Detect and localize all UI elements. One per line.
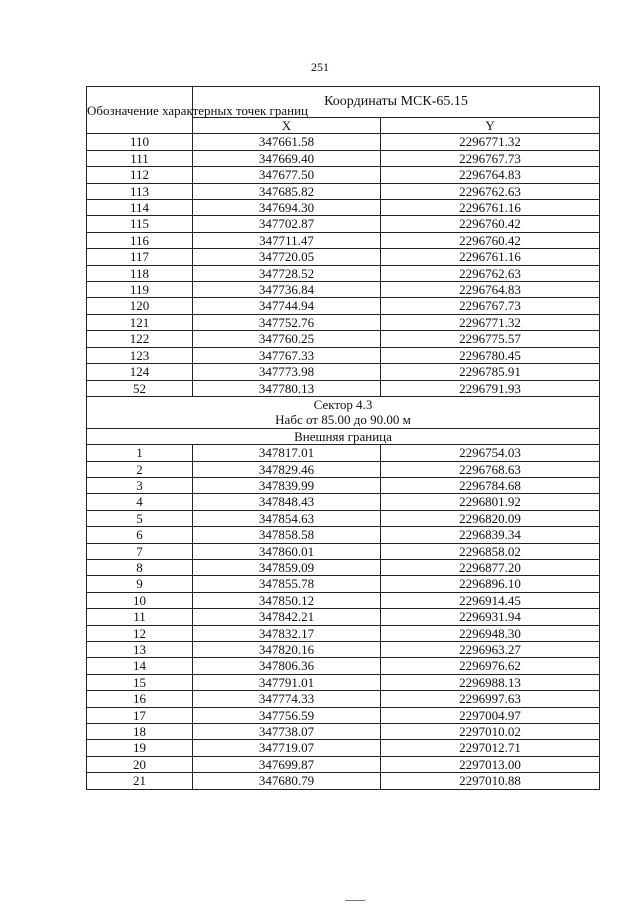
- point-number-cell: 20: [87, 756, 193, 772]
- point-number-cell: 119: [87, 282, 193, 298]
- x-coordinate-cell: 347680.79: [193, 773, 381, 789]
- table-row: [87, 134, 600, 150]
- y-coordinate-cell: 2296762.63: [381, 265, 600, 281]
- table-row: [87, 167, 600, 183]
- point-number-cell: 120: [87, 298, 193, 314]
- x-coordinate-cell: 347694.30: [193, 200, 381, 216]
- table-row: [87, 510, 600, 526]
- x-coordinate-cell: 347806.36: [193, 658, 381, 674]
- table-row: [87, 380, 600, 396]
- table-row: [87, 658, 600, 674]
- x-coordinate-cell: 347859.09: [193, 559, 381, 575]
- y-column-header: Y: [381, 118, 600, 134]
- y-coordinate-cell: 2296791.93: [381, 380, 600, 396]
- x-coordinate-cell: 347848.43: [193, 494, 381, 510]
- x-coordinate-cell: 347774.33: [193, 691, 381, 707]
- point-number-cell: 112: [87, 167, 193, 183]
- x-coordinate-cell: 347728.52: [193, 265, 381, 281]
- point-number-cell: 117: [87, 249, 193, 265]
- point-number-cell: 113: [87, 183, 193, 199]
- table-row: [87, 445, 600, 461]
- x-coordinate-cell: 347858.58: [193, 527, 381, 543]
- table-row: [87, 347, 600, 363]
- y-coordinate-cell: 2296768.63: [381, 461, 600, 477]
- y-coordinate-cell: 2296764.83: [381, 282, 600, 298]
- table-row: [87, 200, 600, 216]
- y-coordinate-cell: 2296858.02: [381, 543, 600, 559]
- point-number-cell: 9: [87, 576, 193, 592]
- sector-row: [87, 396, 600, 428]
- x-coordinate-cell: 347744.94: [193, 298, 381, 314]
- table-row: [87, 216, 600, 232]
- x-coordinate-cell: 347677.50: [193, 167, 381, 183]
- table-row: [87, 527, 600, 543]
- sector-cell: [87, 396, 600, 428]
- y-coordinate-cell: 2296761.16: [381, 249, 600, 265]
- x-coordinate-cell: 347829.46: [193, 461, 381, 477]
- table-row: [87, 756, 600, 772]
- point-number-cell: 121: [87, 314, 193, 330]
- table-row: [87, 724, 600, 740]
- table-row: [87, 298, 600, 314]
- y-coordinate-cell: 2296997.63: [381, 691, 600, 707]
- table-row: [87, 183, 600, 199]
- y-coordinate-cell: 2296976.62: [381, 658, 600, 674]
- point-number-cell: 7: [87, 543, 193, 559]
- coords-title-header: Координаты МСК-65.15: [193, 87, 600, 118]
- point-number-cell: 116: [87, 232, 193, 248]
- table-header: [87, 87, 600, 134]
- point-number-cell: 2: [87, 461, 193, 477]
- table-row: [87, 314, 600, 330]
- table-row: [87, 592, 600, 608]
- y-coordinate-cell: 2296896.10: [381, 576, 600, 592]
- point-number-cell: 21: [87, 773, 193, 789]
- x-coordinate-cell: 347854.63: [193, 510, 381, 526]
- y-coordinate-cell: 2296820.09: [381, 510, 600, 526]
- table-row: [87, 461, 600, 477]
- point-number-cell: 123: [87, 347, 193, 363]
- y-coordinate-cell: 2297012.71: [381, 740, 600, 756]
- table-row: [87, 364, 600, 380]
- table-row: [87, 740, 600, 756]
- table-row: [87, 477, 600, 493]
- x-column-header: X: [193, 118, 381, 134]
- point-number-cell: 6: [87, 527, 193, 543]
- point-number-cell: 14: [87, 658, 193, 674]
- table-body-top: [87, 134, 600, 397]
- point-number-cell: 118: [87, 265, 193, 281]
- y-coordinate-cell: 2296767.73: [381, 150, 600, 166]
- boundary-label: Внешняя граница: [87, 428, 600, 444]
- point-number-cell: 18: [87, 724, 193, 740]
- y-coordinate-cell: 2296767.73: [381, 298, 600, 314]
- x-coordinate-cell: 347738.07: [193, 724, 381, 740]
- y-coordinate-cell: 2296914.45: [381, 592, 600, 608]
- x-coordinate-cell: 347669.40: [193, 150, 381, 166]
- point-number-cell: 12: [87, 625, 193, 641]
- x-coordinate-cell: 347860.01: [193, 543, 381, 559]
- scan-artifact-mark: [345, 900, 365, 901]
- point-number-cell: 122: [87, 331, 193, 347]
- y-coordinate-cell: 2296771.32: [381, 314, 600, 330]
- table-row: [87, 691, 600, 707]
- y-coordinate-cell: 2296988.13: [381, 674, 600, 690]
- table-row: [87, 559, 600, 575]
- x-coordinate-cell: 347699.87: [193, 756, 381, 772]
- y-coordinate-cell: 2296877.20: [381, 559, 600, 575]
- y-coordinate-cell: 2296785.91: [381, 364, 600, 380]
- x-coordinate-cell: 347780.13: [193, 380, 381, 396]
- table-row: [87, 265, 600, 281]
- x-coordinate-cell: 347752.76: [193, 314, 381, 330]
- y-coordinate-cell: 2296780.45: [381, 347, 600, 363]
- point-label-header: Обозначение характерных точек границ: [87, 87, 193, 134]
- x-coordinate-cell: 347702.87: [193, 216, 381, 232]
- y-coordinate-cell: 2296760.42: [381, 232, 600, 248]
- x-coordinate-cell: 347855.78: [193, 576, 381, 592]
- table-row: [87, 576, 600, 592]
- y-coordinate-cell: 2296948.30: [381, 625, 600, 641]
- table-row: [87, 543, 600, 559]
- y-coordinate-cell: 2296760.42: [381, 216, 600, 232]
- y-coordinate-cell: 2296754.03: [381, 445, 600, 461]
- sector-height-range: Набс от 85.00 до 90.00 м: [275, 412, 411, 428]
- x-coordinate-cell: 347756.59: [193, 707, 381, 723]
- y-coordinate-cell: 2297010.02: [381, 724, 600, 740]
- page-number: 251: [311, 60, 329, 74]
- point-number-cell: 110: [87, 134, 193, 150]
- point-number-cell: 114: [87, 200, 193, 216]
- y-coordinate-cell: 2297010.88: [381, 773, 600, 789]
- point-number-cell: 4: [87, 494, 193, 510]
- x-coordinate-cell: 347817.01: [193, 445, 381, 461]
- table-row: [87, 707, 600, 723]
- table-row: [87, 494, 600, 510]
- y-coordinate-cell: 2296771.32: [381, 134, 600, 150]
- table-row: [87, 331, 600, 347]
- x-coordinate-cell: 347842.21: [193, 609, 381, 625]
- x-coordinate-cell: 347719.07: [193, 740, 381, 756]
- table-body-bottom: [87, 445, 600, 790]
- y-coordinate-cell: 2296963.27: [381, 642, 600, 658]
- point-number-cell: 8: [87, 559, 193, 575]
- table-row: [87, 773, 600, 789]
- table-row: [87, 150, 600, 166]
- x-coordinate-cell: 347839.99: [193, 477, 381, 493]
- y-coordinate-cell: 2296839.34: [381, 527, 600, 543]
- point-number-cell: 15: [87, 674, 193, 690]
- point-number-cell: 16: [87, 691, 193, 707]
- y-coordinate-cell: 2297004.97: [381, 707, 600, 723]
- table-row: [87, 625, 600, 641]
- sector-title: Сектор 4.3: [313, 396, 373, 412]
- point-number-cell: 52: [87, 380, 193, 396]
- table-row: [87, 282, 600, 298]
- point-number-cell: 19: [87, 740, 193, 756]
- x-coordinate-cell: 347720.05: [193, 249, 381, 265]
- point-number-cell: 13: [87, 642, 193, 658]
- y-coordinate-cell: 2296761.16: [381, 200, 600, 216]
- table-row: [87, 642, 600, 658]
- point-number-cell: 11: [87, 609, 193, 625]
- point-number-cell: 10: [87, 592, 193, 608]
- x-coordinate-cell: 347773.98: [193, 364, 381, 380]
- x-coordinate-cell: 347685.82: [193, 183, 381, 199]
- y-coordinate-cell: 2296931.94: [381, 609, 600, 625]
- y-coordinate-cell: 2296764.83: [381, 167, 600, 183]
- point-number-cell: 5: [87, 510, 193, 526]
- point-number-cell: 115: [87, 216, 193, 232]
- y-coordinate-cell: 2296775.57: [381, 331, 600, 347]
- sector-block: [87, 396, 600, 444]
- x-coordinate-cell: 347791.01: [193, 674, 381, 690]
- x-coordinate-cell: 347661.58: [193, 134, 381, 150]
- y-coordinate-cell: 2297013.00: [381, 756, 600, 772]
- x-coordinate-cell: 347767.33: [193, 347, 381, 363]
- boundary-row: [87, 428, 600, 444]
- point-number-cell: 111: [87, 150, 193, 166]
- table-row: [87, 609, 600, 625]
- point-number-cell: 17: [87, 707, 193, 723]
- x-coordinate-cell: 347760.25: [193, 331, 381, 347]
- point-number-cell: 3: [87, 477, 193, 493]
- x-coordinate-cell: 347832.17: [193, 625, 381, 641]
- coordinates-table: [86, 86, 600, 790]
- x-coordinate-cell: 347736.84: [193, 282, 381, 298]
- y-coordinate-cell: 2296801.92: [381, 494, 600, 510]
- x-coordinate-cell: 347711.47: [193, 232, 381, 248]
- x-coordinate-cell: 347850.12: [193, 592, 381, 608]
- point-number-cell: 124: [87, 364, 193, 380]
- point-number-cell: 1: [87, 445, 193, 461]
- y-coordinate-cell: 2296762.63: [381, 183, 600, 199]
- x-coordinate-cell: 347820.16: [193, 642, 381, 658]
- table-row: [87, 232, 600, 248]
- y-coordinate-cell: 2296784.68: [381, 477, 600, 493]
- table-row: [87, 249, 600, 265]
- table-row: [87, 674, 600, 690]
